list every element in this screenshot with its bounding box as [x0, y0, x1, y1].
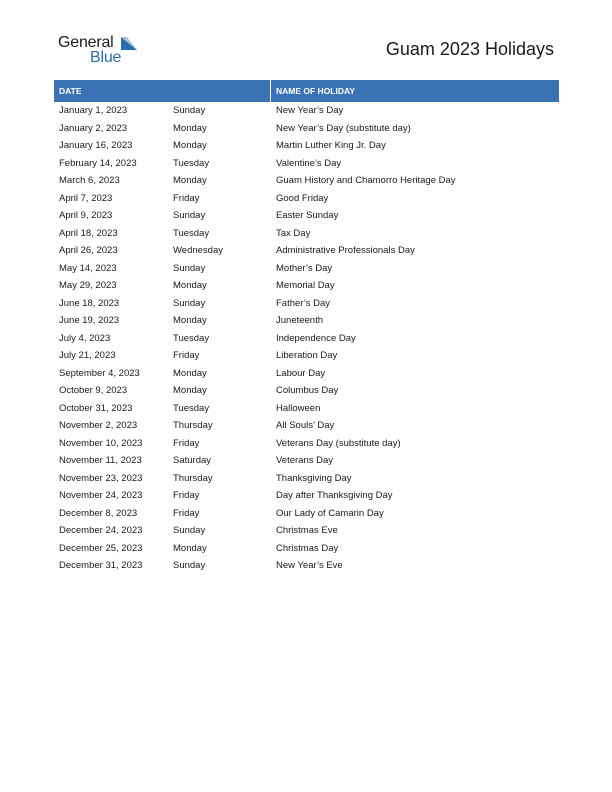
- row-day: Monday: [173, 140, 207, 151]
- table-row: [54, 365, 559, 383]
- row-date: October 31, 2023: [59, 402, 133, 414]
- row-date: November 10, 2023: [59, 437, 143, 449]
- logo-text-blue: Blue: [90, 49, 122, 66]
- table-header: [54, 80, 559, 102]
- row-holiday-name: Father’s Day: [276, 297, 331, 309]
- triangle-flag-icon: [121, 37, 137, 55]
- row-date: January 16, 2023: [59, 140, 133, 151]
- row-date: December 24, 2023: [59, 525, 143, 536]
- row-day: Friday: [173, 507, 200, 519]
- column-header-name: NAME OF HOLIDAY: [276, 86, 356, 96]
- table-row: [54, 522, 559, 540]
- table-row: [54, 190, 559, 208]
- row-holiday-name: Juneteenth: [276, 315, 324, 326]
- row-day: Friday: [173, 490, 200, 501]
- row-date: October 9, 2023: [59, 385, 128, 396]
- row-day: Friday: [173, 350, 200, 361]
- row-date: February 14, 2023: [59, 157, 137, 169]
- table-row: [54, 400, 559, 418]
- row-day: Sunday: [173, 210, 206, 221]
- row-holiday-name: Christmas Day: [276, 542, 339, 554]
- table-row: [54, 137, 559, 155]
- table-body: [54, 102, 559, 575]
- row-day: Monday: [173, 315, 207, 326]
- table-row: [54, 452, 559, 470]
- table-row: [54, 120, 559, 138]
- row-day: Saturday: [173, 455, 212, 466]
- row-holiday-name: Independence Day: [276, 332, 356, 344]
- row-holiday-name: Mother’s Day: [276, 262, 333, 274]
- row-date: December 8, 2023: [59, 507, 138, 519]
- row-day: Monday: [173, 280, 207, 291]
- column-header-date: DATE: [54, 80, 271, 102]
- table-row: [54, 102, 559, 120]
- row-date: January 1, 2023: [59, 105, 128, 116]
- table-row: [54, 505, 559, 523]
- row-holiday-name: Martin Luther King Jr. Day: [276, 140, 386, 151]
- holiday-table: [54, 80, 559, 575]
- row-holiday-name: New Year’s Day: [276, 105, 344, 116]
- table-row: [54, 260, 559, 278]
- row-day: Monday: [173, 175, 207, 186]
- row-holiday-name: Labour Day: [276, 367, 326, 379]
- row-day: Tuesday: [173, 157, 210, 169]
- row-date: November 11, 2023: [59, 455, 142, 466]
- row-date: May 29, 2023: [59, 280, 117, 291]
- row-day: Monday: [173, 542, 207, 554]
- row-holiday-name: Easter Sunday: [276, 210, 339, 221]
- row-day: Sunday: [173, 560, 206, 571]
- row-holiday-name: Tax Day: [276, 227, 311, 239]
- table-row: [54, 330, 559, 348]
- table-row: [54, 207, 559, 225]
- row-day: Monday: [173, 367, 207, 379]
- row-date: May 14, 2023: [59, 262, 117, 274]
- table-row: [54, 295, 559, 313]
- row-holiday-name: Veterans Day (substitute day): [276, 437, 401, 449]
- row-date: September 4, 2023: [59, 367, 140, 379]
- row-holiday-name: New Year’s Day (substitute day): [276, 122, 411, 134]
- page-title: Guam 2023 Holidays: [385, 39, 554, 59]
- table-row: [54, 382, 559, 400]
- row-date: July 4, 2023: [59, 332, 111, 344]
- row-date: November 2, 2023: [59, 420, 138, 431]
- row-date: April 7, 2023: [59, 192, 113, 204]
- row-day: Friday: [173, 192, 200, 204]
- row-day: Monday: [173, 385, 207, 396]
- row-date: April 26, 2023: [59, 245, 118, 256]
- table-row: [54, 312, 559, 330]
- row-day: Sunday: [173, 525, 206, 536]
- row-day: Sunday: [173, 297, 206, 309]
- row-holiday-name: Administrative Professionals Day: [276, 245, 415, 256]
- row-day: Monday: [173, 122, 207, 134]
- table-row: [54, 277, 559, 295]
- row-holiday-name: Valentine’s Day: [276, 157, 342, 169]
- logo: [58, 34, 148, 68]
- row-day: Tuesday: [173, 227, 210, 239]
- table-row: [54, 225, 559, 243]
- row-date: January 2, 2023: [59, 122, 128, 134]
- table-row: [54, 172, 559, 190]
- row-holiday-name: Day after Thanksgiving Day: [276, 490, 393, 501]
- table-row: [54, 347, 559, 365]
- row-holiday-name: Good Friday: [276, 192, 329, 204]
- row-holiday-name: New Year’s Eve: [276, 560, 343, 571]
- table-row: [54, 540, 559, 558]
- row-day: Thursday: [173, 472, 213, 484]
- row-date: November 24, 2023: [59, 490, 143, 501]
- table-row: [54, 242, 559, 260]
- table-row: [54, 470, 559, 488]
- row-day: Thursday: [173, 420, 213, 431]
- row-day: Tuesday: [173, 402, 210, 414]
- table-row: [54, 417, 559, 435]
- row-date: December 31, 2023: [59, 560, 143, 571]
- row-holiday-name: Guam History and Chamorro Heritage Day: [276, 175, 456, 186]
- row-day: Sunday: [173, 105, 206, 116]
- row-date: June 18, 2023: [59, 297, 120, 309]
- row-holiday-name: Liberation Day: [276, 350, 338, 361]
- table-row: [54, 435, 559, 453]
- row-day: Tuesday: [173, 332, 210, 344]
- row-date: December 25, 2023: [59, 542, 143, 554]
- row-holiday-name: All Souls’ Day: [276, 420, 335, 431]
- logo-text-general: General: [58, 34, 114, 51]
- row-date: November 23, 2023: [59, 472, 143, 484]
- row-holiday-name: Columbus Day: [276, 385, 339, 396]
- row-date: July 21, 2023: [59, 350, 116, 361]
- row-day: Friday: [173, 437, 200, 449]
- row-date: April 18, 2023: [59, 227, 118, 239]
- row-date: June 19, 2023: [59, 315, 120, 326]
- row-holiday-name: Christmas Eve: [276, 525, 338, 536]
- row-holiday-name: Thanksgiving Day: [276, 472, 352, 484]
- row-holiday-name: Veterans Day: [276, 455, 334, 466]
- table-row: [54, 487, 559, 505]
- row-holiday-name: Our Lady of Camarin Day: [276, 507, 384, 519]
- table-row: [54, 155, 559, 173]
- row-holiday-name: Halloween: [276, 402, 321, 414]
- row-day: Wednesday: [173, 245, 223, 256]
- row-holiday-name: Memorial Day: [276, 280, 335, 291]
- row-day: Sunday: [173, 262, 206, 274]
- row-date: April 9, 2023: [59, 210, 113, 221]
- row-date: March 6, 2023: [59, 175, 120, 186]
- table-row: [54, 557, 559, 575]
